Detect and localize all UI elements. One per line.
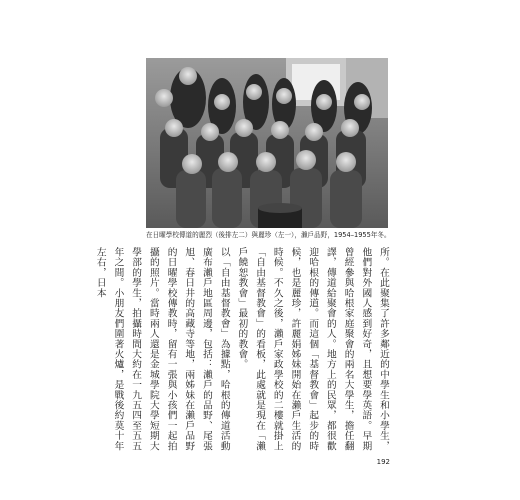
paragraph: 以「自由基督教會」為據點，哈根的傳道活動廣布瀨戶地區周邊，包括：瀨戶的品野、尾張旭、春日井的高藏寺等地，兩姊妹在瀨戶品野的日曜學校傳教時，留有一張與小孩們一起拍攝的照片。當時兩人還是金城學院大學短期大學部的學生，拍攝時間大約在一九五四至五五年之間。小朋友們圍著火爐，是戰後約莫十年左右，日本: [94, 247, 230, 451]
group-photo-image: [146, 58, 388, 228]
page-number: 192: [376, 458, 390, 466]
paragraph: 所。在此聚集了許多鄰近的中學生和小學生，他們對外國人感到好奇，且想要學英語。早期曾經參與哈根家庭聚會的兩名大學生，擔任翻譯，傳道給聚會的人。地方上的民眾，都很歡迎哈根的傳道。而這個「基督教會」起步的時候，也是麗珍，許麗娟姊妹開始在瀨戶生活的時候。不久之後，瀨戶家政學校的二樓就掛上「自由基督教會」的看板，此處就是現在「瀨戶饒恕教會」最初的教會。: [236, 247, 389, 451]
body-text: [94, 247, 392, 455]
group-photo: [146, 58, 388, 228]
photo-caption: 在日曜學校傳道的麗烈（後排左二）與麗珍（左一），瀨戶品野，1954–1955年冬。: [146, 231, 391, 239]
